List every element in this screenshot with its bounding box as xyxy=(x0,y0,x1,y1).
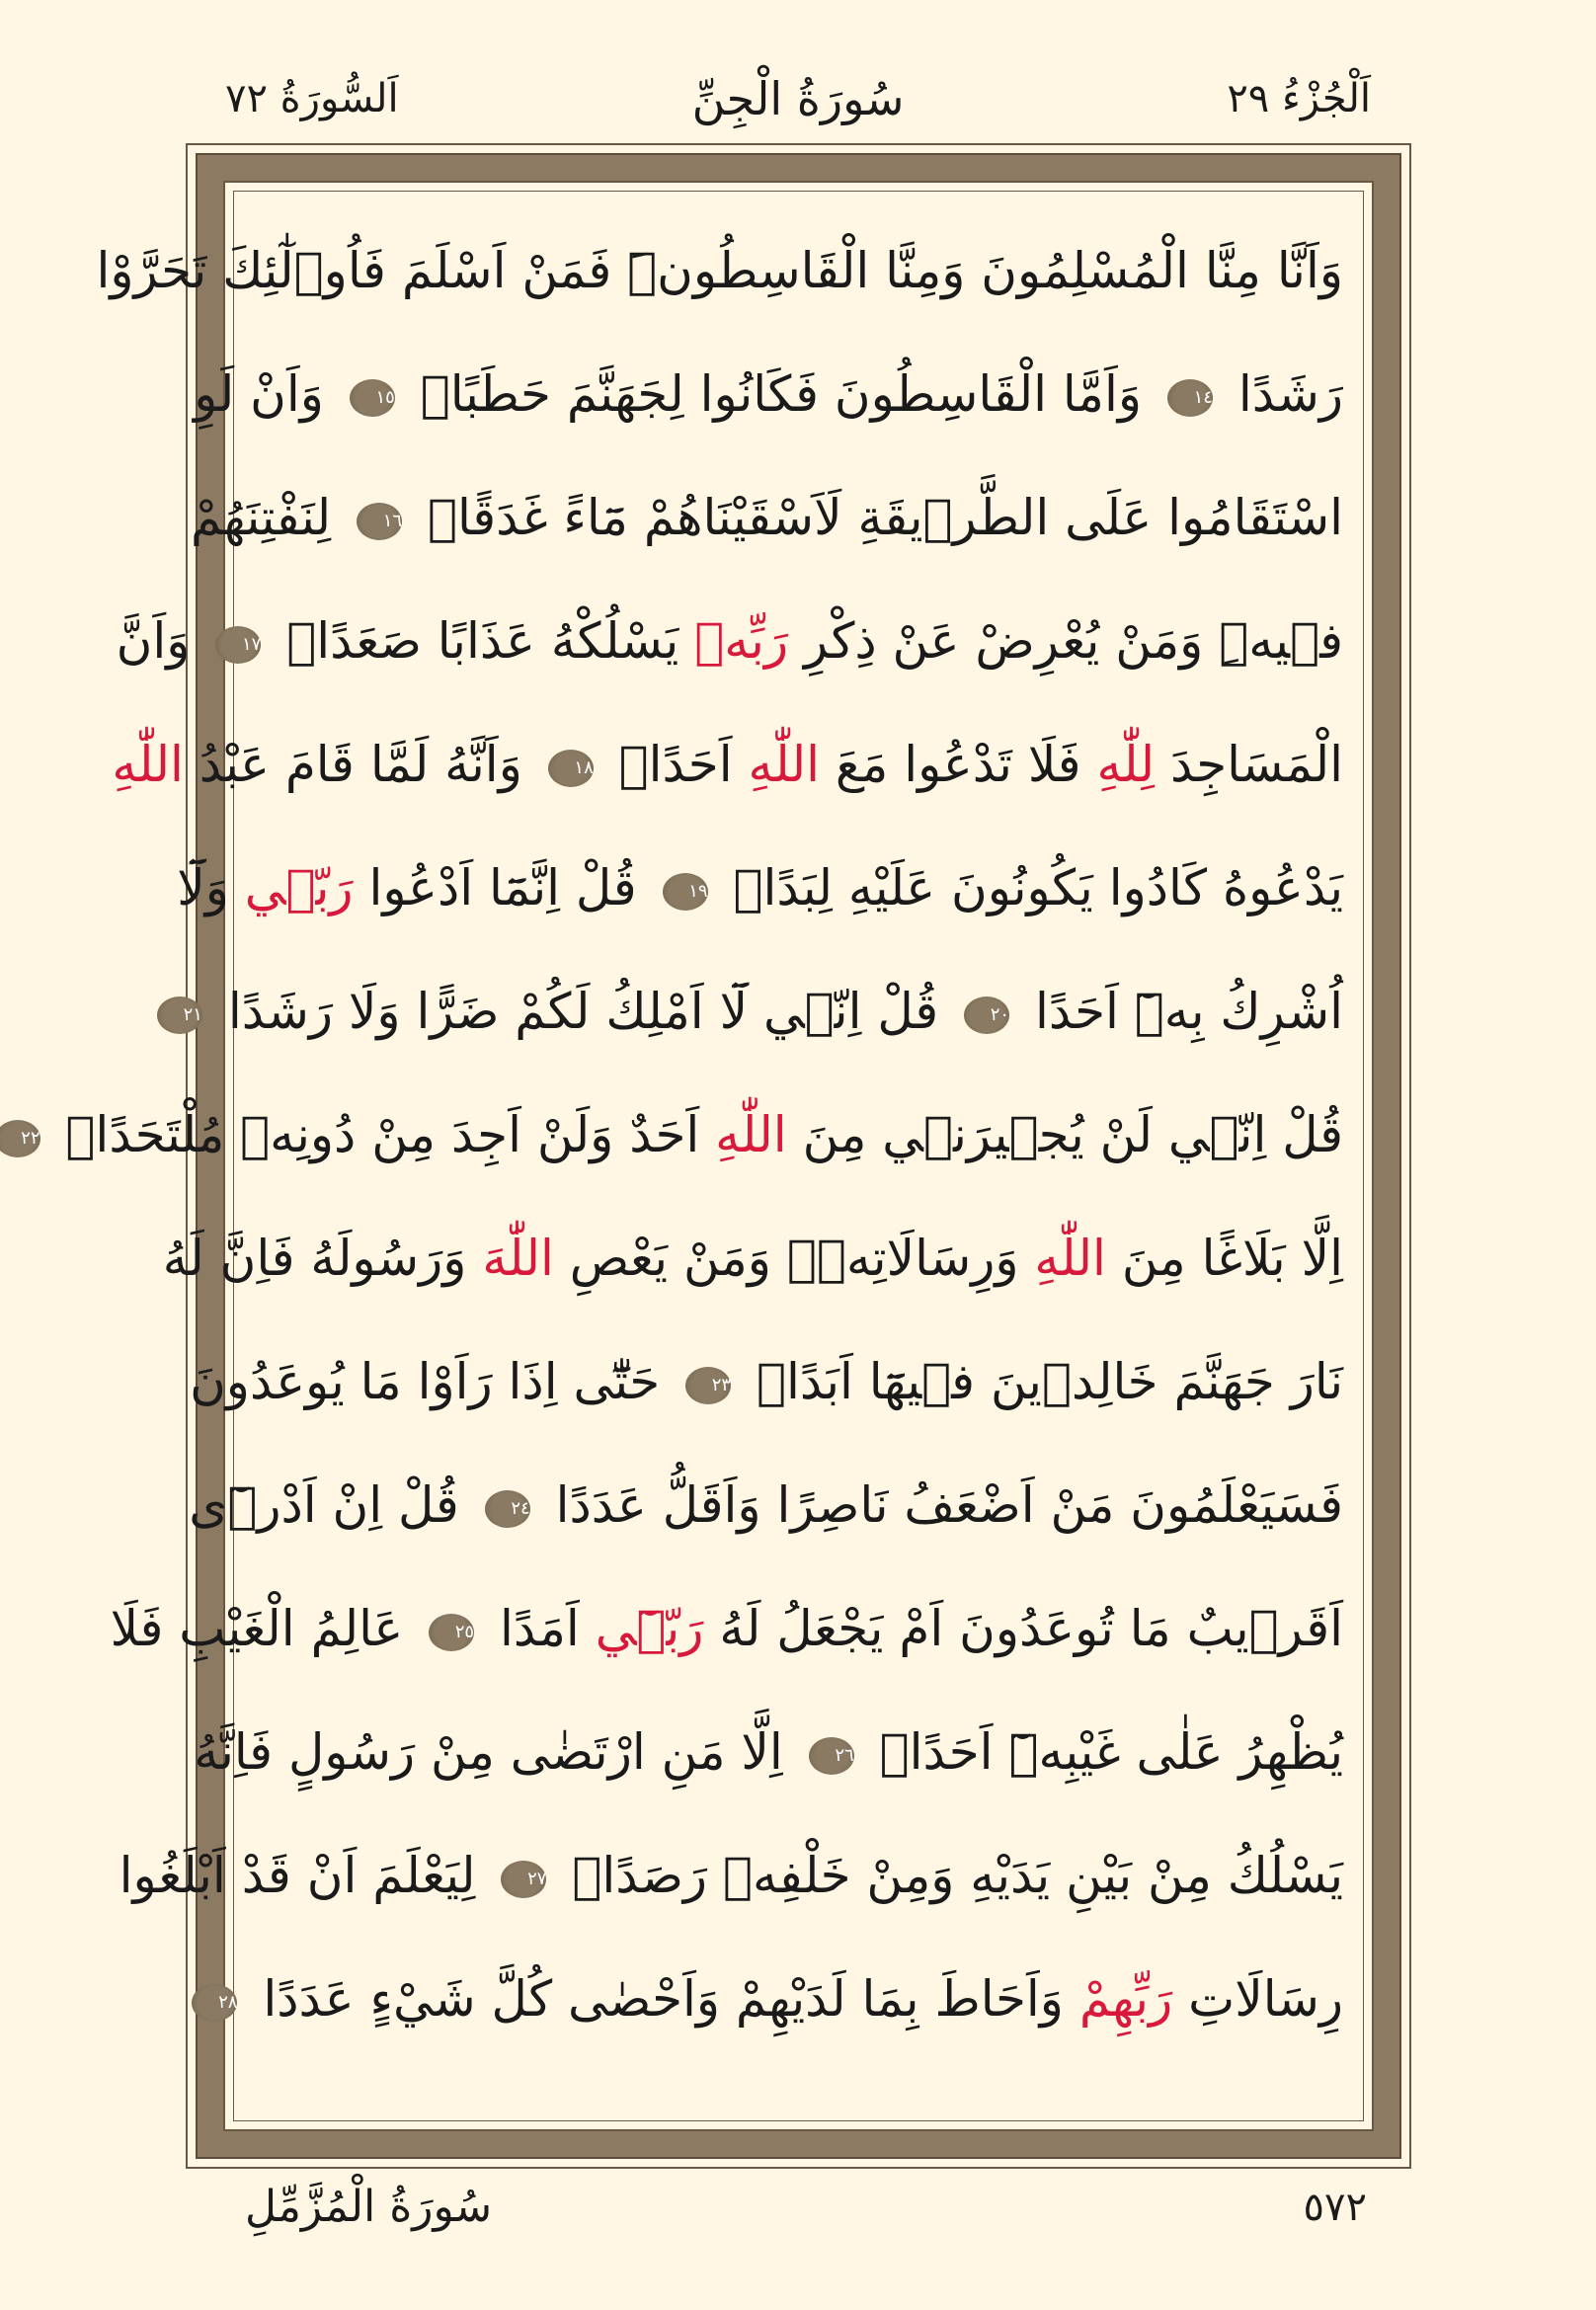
verse-text: قُلْ اِنّٖي لَنْ يُجٖيرَنٖي مِنَ xyxy=(802,1106,1343,1163)
verse-text: اُشْرِكُ بِهٖٓ اَحَدًا xyxy=(1034,983,1343,1040)
verse-number-marker: ٢١ xyxy=(157,996,202,1034)
divine-name: اللّٰهِ xyxy=(112,736,184,793)
page-title: سُورَةُ الْجِنِّ xyxy=(691,72,905,125)
verse-text: قُلْ اِنَّمَٓا اَدْعُوا xyxy=(368,859,637,916)
divine-name: رَبِّهٖ xyxy=(694,612,789,670)
divine-name: رَبِّهِمْ xyxy=(1078,1970,1173,2028)
verse-number-marker: ١٧ xyxy=(215,626,261,664)
surah-number-label: اَلسُّورَةُ ٧٢ xyxy=(225,76,399,121)
verse-text: اِلَّا مَنِ ارْتَضٰى مِنْ رَسُولٍ فَاِنَّهُ xyxy=(194,1723,783,1781)
divine-name: اللّٰهِ xyxy=(715,1106,787,1163)
verse-text: فٖيهِۜ وَمَنْ يُعْرِضْ عَنْ ذِكْرِ xyxy=(804,612,1343,670)
verse-text: يَدْعُوهُ كَادُوا يَكُونُونَ عَلَيْهِ لِبَدًاۜ xyxy=(733,859,1343,916)
verse-text: وَلَٓا xyxy=(177,859,229,916)
verse-text: عَالِمُ الْغَيْبِ فَلَا xyxy=(110,1600,404,1657)
verse-text: حَتّٰٓى اِذَا رَاَوْا مَا يُوعَدُونَ xyxy=(190,1353,661,1410)
text-line xyxy=(194,333,1343,456)
verse-number-marker: ٢٠ xyxy=(964,996,1009,1034)
verse-number-marker: ٢٧ xyxy=(501,1861,546,1898)
verse-number-marker: ١٩ xyxy=(663,873,708,911)
text-line xyxy=(96,209,1343,333)
divine-name: اللّٰهَ xyxy=(482,1230,554,1287)
verse-text: وَاَنَّ xyxy=(116,612,191,670)
verse-text: اَحَدًاۙ xyxy=(618,736,733,793)
verse-number-marker: ١٦ xyxy=(357,503,402,540)
verse-number-marker: ٢٦ xyxy=(809,1737,854,1775)
verse-text: قُلْ اِنْ اَدْرٖٓى xyxy=(189,1476,459,1534)
verse-text: وَاَنَّا مِنَّا الْمُسْلِمُونَ وَمِنَّا الْقَاسِطُونَۜ فَمَنْ اَسْلَمَ فَاُو۬لٰٓئِكَ تَحَرَّوْا xyxy=(96,242,1343,299)
page-number: ٥٧٢ xyxy=(1303,2185,1367,2230)
verse-text: رِسَالَاتِ xyxy=(1188,1970,1343,2028)
divine-name: اللّٰهِ xyxy=(1034,1230,1106,1287)
verse-text: يَسْلُكُ مِنْ بَيْنِ يَدَيْهِ وَمِنْ خَلْفِهٖ رَصَدًاۙ xyxy=(572,1847,1343,1904)
text-line xyxy=(110,1567,1343,1691)
verse-text: يَسْلُكْهُ عَذَابًا صَعَدًاۙ xyxy=(286,612,679,670)
text-line xyxy=(218,1938,1343,2061)
verse-text: الْمَسَاجِدَ xyxy=(1169,736,1343,793)
verse-text: وَاَنْ لَوِ xyxy=(194,365,324,423)
verse-text: لِنَفْتِنَهُمْ xyxy=(191,489,332,546)
verse-text: وَاَنَّهُ لَمَّا قَامَ عَبْدُ xyxy=(199,736,522,793)
divine-name: اللّٰهِ xyxy=(748,736,821,793)
verse-number-marker: ٢٥ xyxy=(429,1614,474,1651)
verse-text: اِلَّا بَلَاغًا مِنَ xyxy=(1121,1230,1343,1287)
verse-number-marker: ٢٣ xyxy=(685,1367,731,1404)
text-line xyxy=(194,1691,1343,1814)
verse-text: اسْتَقَامُوا عَلَى الطَّرٖيقَةِ لَاَسْقَيْنَاهُمْ مَٓاءً غَدَقًاۙ xyxy=(427,489,1343,546)
verse-text: فَلَا تَدْعُوا مَعَ xyxy=(835,736,1081,793)
verse-text: وَاَحَاطَ بِمَا لَدَيْهِمْ وَاَحْصٰى كُلَّ شَيْءٍ عَدَدًا xyxy=(263,1970,1064,2028)
verse-number-marker: ٢٨ xyxy=(192,1984,237,2022)
verse-number-marker: ٢٢ xyxy=(0,1120,40,1157)
text-line xyxy=(21,1074,1343,1197)
verse-number-marker: ١٤ xyxy=(1167,379,1213,417)
verse-text: اَمَدًا xyxy=(499,1600,580,1657)
verse-text: اَحَدٌ وَلَنْ اَجِدَ مِنْ دُونِهٖ مُلْتَحَدًاۙ xyxy=(65,1106,700,1163)
verse-number-marker: ٢٤ xyxy=(485,1490,530,1528)
verse-text: لِيَعْلَمَ اَنْ قَدْ اَبْلَغُوا xyxy=(119,1847,476,1904)
verse-text: وَاَمَّا الْقَاسِطُونَ فَكَانُوا لِجَهَنَّمَ حَطَبًاۙ xyxy=(420,365,1142,423)
text-line xyxy=(162,1197,1343,1320)
verse-text: رَشَدًا xyxy=(1237,365,1343,423)
verse-number-marker: ١٥ xyxy=(350,379,395,417)
verse-text: يُظْهِرُ عَلٰى غَيْبِهٖٓ اَحَدًاۙ xyxy=(879,1723,1343,1781)
verse-text: قُلْ اِنّٖي لَٓا اَمْلِكُ لَكُمْ ضَرًّا وَلَا رَشَدًا xyxy=(227,983,939,1040)
text-line xyxy=(189,1444,1343,1567)
text-line xyxy=(112,703,1343,827)
divine-name: لِلّٰهِ xyxy=(1096,736,1156,793)
verse-text: نَارَ جَهَنَّمَ خَالِدٖينَ فٖيهَٓا اَبَدًاۜ xyxy=(756,1353,1343,1410)
verse-number-marker: ١٨ xyxy=(548,750,594,787)
text-line xyxy=(119,1814,1343,1938)
divine-name: رَبّٖي xyxy=(244,859,354,916)
divine-name: رَبّٖٓي xyxy=(595,1600,704,1657)
text-line xyxy=(190,1320,1343,1444)
text-line xyxy=(116,580,1343,703)
juz-label: اَلْجُزْءُ ٢٩ xyxy=(1227,76,1371,121)
next-surah-catchword: سُورَةُ الْمُزَّمِّلِ xyxy=(245,2182,493,2232)
verse-text: وَرِسَالَاتِهٖۜ وَمَنْ يَعْصِ xyxy=(569,1230,1019,1287)
verse-text: وَرَسُولَهُ فَاِنَّ لَهُ xyxy=(162,1230,467,1287)
verse-text: فَسَيَعْلَمُونَ مَنْ اَضْعَفُ نَاصِرًا وَاَقَلُّ عَدَدًا xyxy=(555,1476,1343,1534)
text-line xyxy=(191,456,1343,580)
verse-text: اَقَرٖيبٌ مَا تُوعَدُونَ اَمْ يَجْعَلُ لَهُ xyxy=(719,1600,1343,1657)
text-line xyxy=(177,827,1343,950)
text-line xyxy=(183,950,1343,1074)
verse-text-area xyxy=(21,209,1343,2061)
